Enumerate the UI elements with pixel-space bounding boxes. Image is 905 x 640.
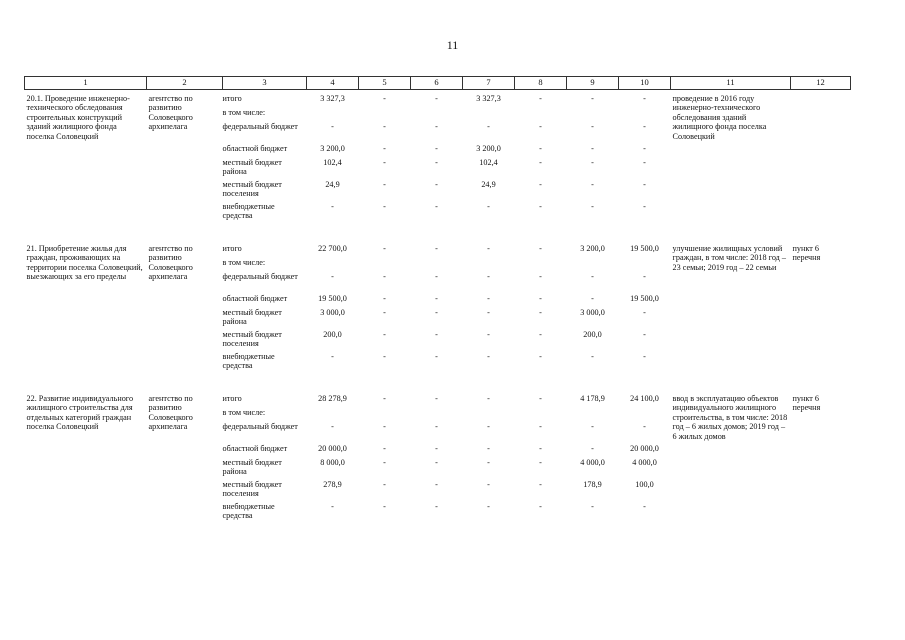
amount-cell: - [591, 422, 594, 431]
column-header: 5 [359, 77, 411, 90]
amount-cell: - [383, 180, 386, 189]
amount-cell: - [383, 94, 386, 103]
amount-cell: - [435, 144, 438, 153]
funding-source: федеральный бюджет [222, 272, 298, 281]
amount-cell: - [591, 502, 594, 511]
amount-cell: - [487, 202, 490, 211]
reference-cell: пункт 6 перечня [792, 244, 821, 263]
table-row [25, 390, 851, 408]
column-header: 3 [223, 77, 307, 90]
funding-source: внебюджетные средства [222, 202, 275, 221]
amount-cell [411, 408, 463, 422]
funding-source: итого [222, 244, 242, 253]
amount-cell: - [643, 202, 646, 211]
amount-cell: 22 700,0 [318, 244, 347, 253]
amount-cell: 3 327,3 [476, 94, 501, 103]
amount-cell [307, 258, 359, 272]
amount-cell: - [539, 180, 542, 189]
amount-cell: - [383, 330, 386, 339]
funding-source: областной бюджет [222, 144, 288, 153]
amount-cell: - [487, 308, 490, 317]
amount-cell: - [487, 444, 490, 453]
amount-cell: - [643, 122, 646, 131]
activity-title: 20.1. Проведение инженерно-технического обследования строительных конструкций зданий жилищного фонда поселка Соловецкий [26, 94, 130, 141]
amount-cell: - [383, 202, 386, 211]
table-row [25, 240, 851, 258]
amount-cell: - [435, 158, 438, 167]
amount-cell: 278,9 [323, 480, 342, 489]
amount-cell: - [435, 480, 438, 489]
amount-cell: - [487, 272, 490, 281]
column-header: 2 [147, 77, 223, 90]
amount-cell: - [383, 122, 386, 131]
amount-cell: - [435, 422, 438, 431]
amount-cell: - [383, 422, 386, 431]
amount-cell: - [591, 352, 594, 361]
amount-cell: - [539, 122, 542, 131]
amount-cell: 24,9 [325, 180, 340, 189]
funding-source: местный бюджет поселения [222, 180, 282, 199]
funding-source: в том числе: [222, 108, 266, 117]
expected-result: проведение в 2016 году инженерно-технического обследования зданий жилищного фонда поселка Соловецкий [672, 94, 767, 141]
funding-source: федеральный бюджет [222, 122, 298, 131]
amount-cell [463, 408, 515, 422]
amount-cell: 8 000,0 [320, 458, 345, 467]
amount-cell: - [435, 122, 438, 131]
amount-cell: - [539, 502, 542, 511]
amount-cell: - [487, 330, 490, 339]
funding-source: местный бюджет района [222, 308, 282, 327]
amount-cell: 102,4 [479, 158, 498, 167]
amount-cell: - [591, 180, 594, 189]
amount-cell: - [591, 94, 594, 103]
amount-cell: - [539, 202, 542, 211]
amount-cell: - [435, 330, 438, 339]
amount-cell: - [487, 122, 490, 131]
amount-cell: 100,0 [635, 480, 654, 489]
amount-cell: - [643, 422, 646, 431]
amount-cell: - [435, 94, 438, 103]
amount-cell: - [643, 158, 646, 167]
amount-cell [463, 108, 515, 122]
column-header: 4 [307, 77, 359, 90]
amount-cell: - [435, 458, 438, 467]
funding-source: местный бюджет поселения [222, 480, 282, 499]
table-row [25, 90, 851, 109]
funding-source: федеральный бюджет [222, 422, 298, 431]
amount-cell [515, 108, 567, 122]
table-body [25, 90, 851, 525]
amount-cell: - [643, 94, 646, 103]
amount-cell [567, 408, 619, 422]
column-header-row [25, 77, 851, 90]
amount-cell [567, 108, 619, 122]
amount-cell: - [435, 244, 438, 253]
amount-cell: 4 000,0 [632, 458, 657, 467]
amount-cell: - [539, 422, 542, 431]
amount-cell: - [591, 444, 594, 453]
amount-cell: - [487, 352, 490, 361]
page-number: 11 [446, 38, 459, 52]
amount-cell: - [643, 144, 646, 153]
expected-result: улучшение жилищных условий граждан, в том числе: 2018 год – 23 семьи; 2019 год – 22 семьи [672, 244, 786, 272]
column-header: 11 [671, 77, 791, 90]
amount-cell: - [383, 144, 386, 153]
amount-cell: - [331, 122, 334, 131]
amount-cell: - [539, 444, 542, 453]
column-header: 6 [411, 77, 463, 90]
amount-cell [463, 258, 515, 272]
amount-cell: - [539, 244, 542, 253]
amount-cell: - [435, 180, 438, 189]
executor-cell: агентство по развитию Соловецкого архипелага [148, 94, 193, 132]
funding-source: местный бюджет поселения [222, 330, 282, 349]
amount-cell: 24,9 [481, 180, 496, 189]
amount-cell: - [591, 122, 594, 131]
column-header: 12 [791, 77, 851, 90]
amount-cell: - [487, 480, 490, 489]
amount-cell [411, 258, 463, 272]
column-header: 7 [463, 77, 515, 90]
amount-cell: 178,9 [583, 480, 602, 489]
amount-cell: - [591, 202, 594, 211]
amount-cell: 3 327,3 [320, 94, 345, 103]
funding-source: в том числе: [222, 408, 266, 417]
amount-cell: - [383, 294, 386, 303]
amount-cell: - [539, 158, 542, 167]
funding-source: внебюджетные средства [222, 352, 275, 371]
funding-source: итого [222, 94, 242, 103]
amount-cell: 20 000,0 [318, 444, 347, 453]
amount-cell: 19 500,0 [630, 244, 659, 253]
activity-title: 21. Приобретение жилья для граждан, проживающих на территории поселка Соловецкий, выезжающих за его пределы [26, 244, 143, 282]
amount-cell: 20 000,0 [630, 444, 659, 453]
amount-cell: - [487, 502, 490, 511]
amount-cell [619, 108, 671, 122]
amount-cell: - [383, 444, 386, 453]
amount-cell: 3 000,0 [320, 308, 345, 317]
amount-cell: - [331, 502, 334, 511]
amount-cell: - [435, 202, 438, 211]
section-spacer [25, 374, 851, 390]
program-table [24, 76, 851, 524]
amount-cell: - [435, 444, 438, 453]
amount-cell: - [383, 158, 386, 167]
amount-cell: - [643, 180, 646, 189]
amount-cell: - [539, 294, 542, 303]
funding-source: областной бюджет [222, 444, 288, 453]
amount-cell: - [383, 502, 386, 511]
amount-cell: 4 000,0 [580, 458, 605, 467]
amount-cell [515, 258, 567, 272]
amount-cell: - [487, 394, 490, 403]
amount-cell: - [643, 502, 646, 511]
amount-cell [307, 408, 359, 422]
funding-source: в том числе: [222, 258, 266, 267]
amount-cell: - [539, 394, 542, 403]
reference-cell: пункт 6 перечня [792, 394, 821, 413]
amount-cell: - [643, 272, 646, 281]
amount-cell: - [383, 244, 386, 253]
amount-cell [567, 258, 619, 272]
amount-cell: - [643, 308, 646, 317]
amount-cell: - [539, 458, 542, 467]
amount-cell: - [383, 458, 386, 467]
amount-cell: 19 500,0 [318, 294, 347, 303]
amount-cell: - [487, 294, 490, 303]
amount-cell [359, 108, 411, 122]
amount-cell: 200,0 [323, 330, 342, 339]
amount-cell: - [487, 422, 490, 431]
amount-cell: - [539, 308, 542, 317]
amount-cell: - [331, 352, 334, 361]
amount-cell: - [539, 352, 542, 361]
amount-cell: 3 200,0 [476, 144, 501, 153]
amount-cell: - [591, 294, 594, 303]
activity-title: 22. Развитие индивидуального жилищного строительства для отдельных категорий граждан поселка Соловецкий [26, 394, 134, 432]
amount-cell: - [435, 272, 438, 281]
amount-cell: - [487, 458, 490, 467]
column-header: 10 [619, 77, 671, 90]
amount-cell: - [435, 394, 438, 403]
funding-source: местный бюджет района [222, 458, 282, 477]
amount-cell: 28 278,9 [318, 394, 347, 403]
amount-cell: - [591, 144, 594, 153]
amount-cell: 3 000,0 [580, 308, 605, 317]
amount-cell: - [539, 94, 542, 103]
amount-cell: - [539, 480, 542, 489]
amount-cell: 19 500,0 [630, 294, 659, 303]
amount-cell: - [383, 394, 386, 403]
executor-cell: агентство по развитию Соловецкого архипелага [148, 394, 193, 432]
amount-cell: 102,4 [323, 158, 342, 167]
amount-cell: - [331, 202, 334, 211]
amount-cell: - [591, 158, 594, 167]
amount-cell: - [591, 272, 594, 281]
section-spacer [25, 224, 851, 240]
amount-cell: - [435, 502, 438, 511]
amount-cell: - [539, 272, 542, 281]
amount-cell: 4 178,9 [580, 394, 605, 403]
expected-result: ввод в эксплуатацию объектов индивидуального жилищного строительства, в том числе: 2018 год – 6 жилых домов; 2019 год – 6 жилых домов [672, 394, 788, 441]
amount-cell: - [435, 352, 438, 361]
funding-source: областной бюджет [222, 294, 288, 303]
amount-cell: - [487, 244, 490, 253]
executor-cell: агентство по развитию Соловецкого архипелага [148, 244, 193, 282]
amount-cell: - [383, 308, 386, 317]
amount-cell: - [435, 294, 438, 303]
amount-cell: 3 200,0 [320, 144, 345, 153]
amount-cell [359, 258, 411, 272]
amount-cell: - [383, 352, 386, 361]
funding-source: внебюджетные средства [222, 502, 275, 521]
amount-cell: 200,0 [583, 330, 602, 339]
amount-cell [359, 408, 411, 422]
amount-cell: - [331, 422, 334, 431]
column-header: 1 [25, 77, 147, 90]
amount-cell: 3 200,0 [580, 244, 605, 253]
amount-cell [619, 408, 671, 422]
amount-cell [619, 258, 671, 272]
column-header: 9 [567, 77, 619, 90]
amount-cell: - [331, 272, 334, 281]
amount-cell: - [539, 144, 542, 153]
amount-cell [515, 408, 567, 422]
amount-cell: - [643, 330, 646, 339]
funding-source: местный бюджет района [222, 158, 282, 177]
amount-cell [307, 108, 359, 122]
funding-source: итого [222, 394, 242, 403]
amount-cell: - [383, 480, 386, 489]
column-header: 8 [515, 77, 567, 90]
amount-cell [411, 108, 463, 122]
amount-cell: - [435, 308, 438, 317]
amount-cell: - [383, 272, 386, 281]
amount-cell: - [643, 352, 646, 361]
amount-cell: - [539, 330, 542, 339]
amount-cell: 24 100,0 [630, 394, 659, 403]
reference-cell [791, 90, 851, 225]
